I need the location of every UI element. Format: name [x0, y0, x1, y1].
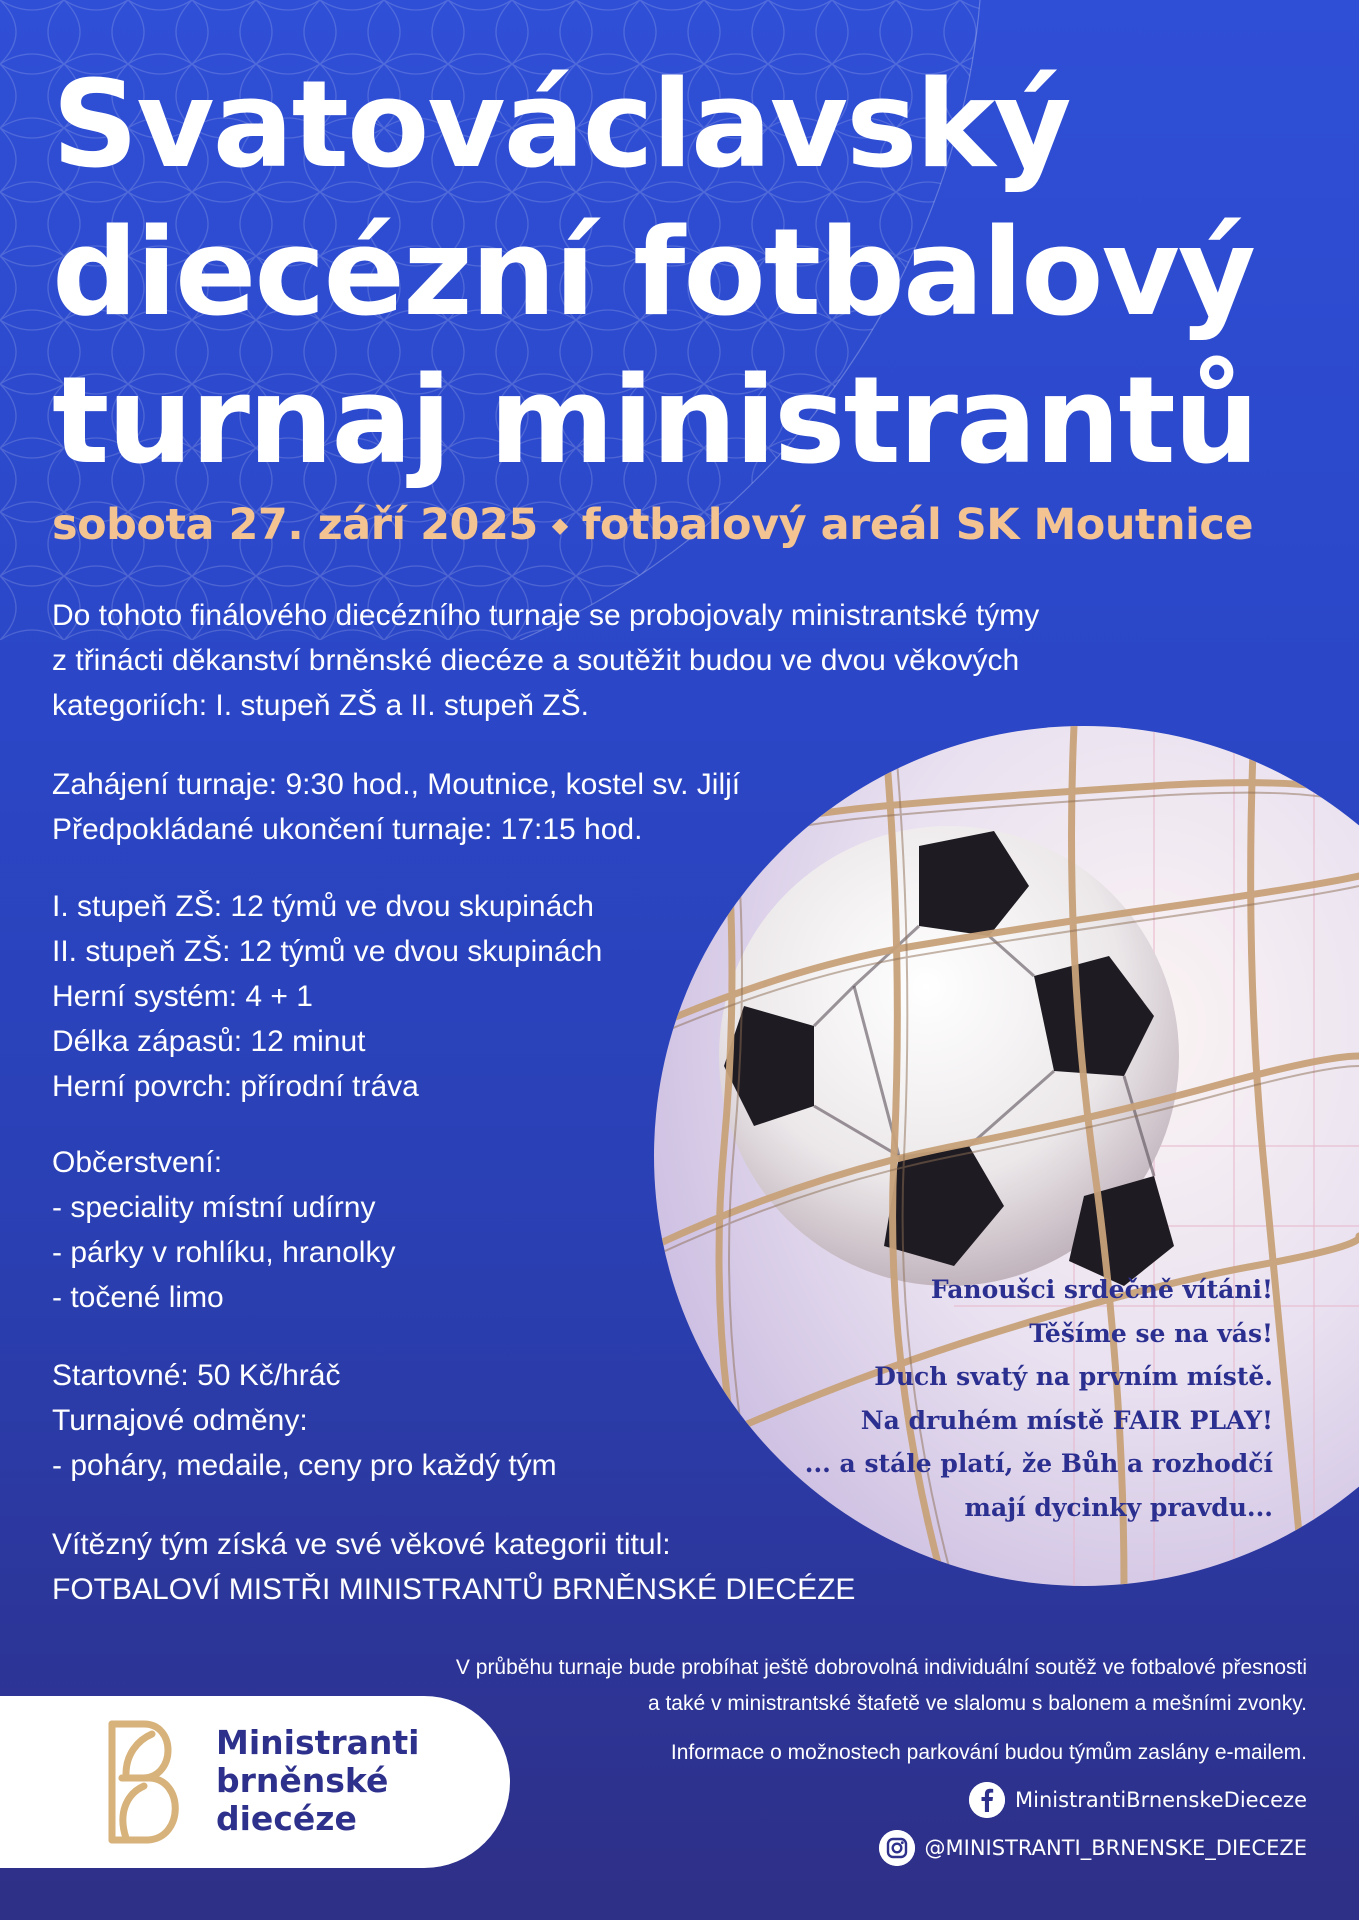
logo-line: diecéze	[216, 1799, 357, 1838]
intro-line: z třinácti děkanství brněnské diecéze a soutěžit budou ve dvou věkových	[52, 644, 1020, 677]
logo-line: Ministranti	[216, 1723, 420, 1762]
note-line: a také v ministrantské štafetě ve slalomu s balonem a mešními zvonky.	[647, 1692, 1307, 1715]
facebook-handle: MinistrantiBrnenskeDieceze	[1015, 1788, 1307, 1812]
detail-item: I. stupeň ZŠ: 12 týmů ve dvou skupinách	[52, 890, 594, 923]
event-title	[52, 52, 1342, 496]
slogan-line: Těšíme se na vás!	[1029, 1318, 1273, 1348]
parking-note	[671, 1735, 1307, 1771]
instagram-link[interactable]	[879, 1830, 1307, 1866]
slogan-line: Duch svatý na prvním místě.	[874, 1362, 1273, 1391]
instagram-icon	[879, 1830, 915, 1866]
note-line: Informace o možnostech parkování budou týmům zaslány e-mailem.	[670, 1741, 1307, 1764]
detail-item: Herní povrch: přírodní tráva	[52, 1070, 419, 1103]
logo-wordmark	[216, 1724, 420, 1838]
slogan-line: mají dycinky pravdu...	[964, 1492, 1273, 1522]
title-line-3: turnaj ministrantů	[52, 352, 1258, 491]
entry-fee: Startovné: 50 Kč/hráč	[52, 1359, 341, 1392]
intro-line: Do tohoto finálového diecézního turnaje se probojovaly ministrantské týmy	[52, 599, 1040, 632]
detail-item: Herní systém: 4 + 1	[52, 980, 313, 1013]
facebook-link[interactable]	[969, 1782, 1307, 1818]
schedule-block	[52, 762, 740, 852]
intro-paragraph	[52, 593, 1039, 728]
slogan-line: ... a stále platí, že Bůh a rozhodčí	[804, 1449, 1273, 1478]
winner-text: Vítězný tým získá ve své věkové kategorii titul:	[52, 1528, 671, 1561]
intro-line: kategoriích: I. stupeň ZŠ a II. stupeň ZŠ.	[52, 689, 589, 722]
ministranti-logo-icon	[104, 1718, 186, 1846]
detail-item: Délka zápasů: 12 minut	[52, 1025, 366, 1058]
facebook-icon	[969, 1782, 1005, 1818]
awards-heading: Turnajové odměny:	[52, 1404, 308, 1437]
refreshment-item: - točené limo	[52, 1281, 224, 1314]
refreshments-heading: Občerstvení:	[52, 1146, 223, 1179]
note-line: V průběhu turnaje bude probíhat ještě dobrovolná individuální soutěž ve fotbalové přesnosti	[455, 1656, 1307, 1679]
slogans-block	[805, 1268, 1273, 1529]
winner-title: FOTBALOVÍ MISTŘI MINISTRANTŮ BRNĚNSKÉ DIECÉZE	[52, 1573, 856, 1606]
start-time: Zahájení turnaje: 9:30 hod., Moutnice, kostel sv. Jiljí	[52, 768, 741, 801]
slogan-line: Fanoušci srdečně vítáni!	[930, 1275, 1273, 1304]
title-line-2: diecézní fotbalový	[52, 204, 1255, 343]
refreshment-item: - speciality místní udírny	[52, 1191, 376, 1224]
end-time: Předpokládané ukončení turnaje: 17:15 hod.	[52, 813, 643, 846]
awards-item: - poháry, medaile, ceny pro každý tým	[52, 1449, 557, 1482]
winner-block	[52, 1522, 855, 1612]
competition-note	[456, 1650, 1307, 1722]
refreshment-item: - párky v rohlíku, hranolky	[52, 1236, 396, 1269]
logo-line: brněnské	[216, 1761, 389, 1800]
date-venue-subtitle: sobota 27. září 2025 ⬩ fotbalový areál SK Moutnice	[52, 500, 1253, 550]
slogan-line: Na druhém místě FAIR PLAY!	[860, 1405, 1273, 1435]
tournament-details	[52, 884, 602, 1109]
detail-item: II. stupeň ZŠ: 12 týmů ve dvou skupinách	[52, 935, 603, 968]
refreshments-block	[52, 1140, 395, 1320]
fees-block	[52, 1353, 557, 1488]
title-line-1: Svatováclavský	[52, 56, 1070, 195]
instagram-handle: @MINISTRANTI_BRNENSKE_DIECEZE	[924, 1836, 1307, 1860]
